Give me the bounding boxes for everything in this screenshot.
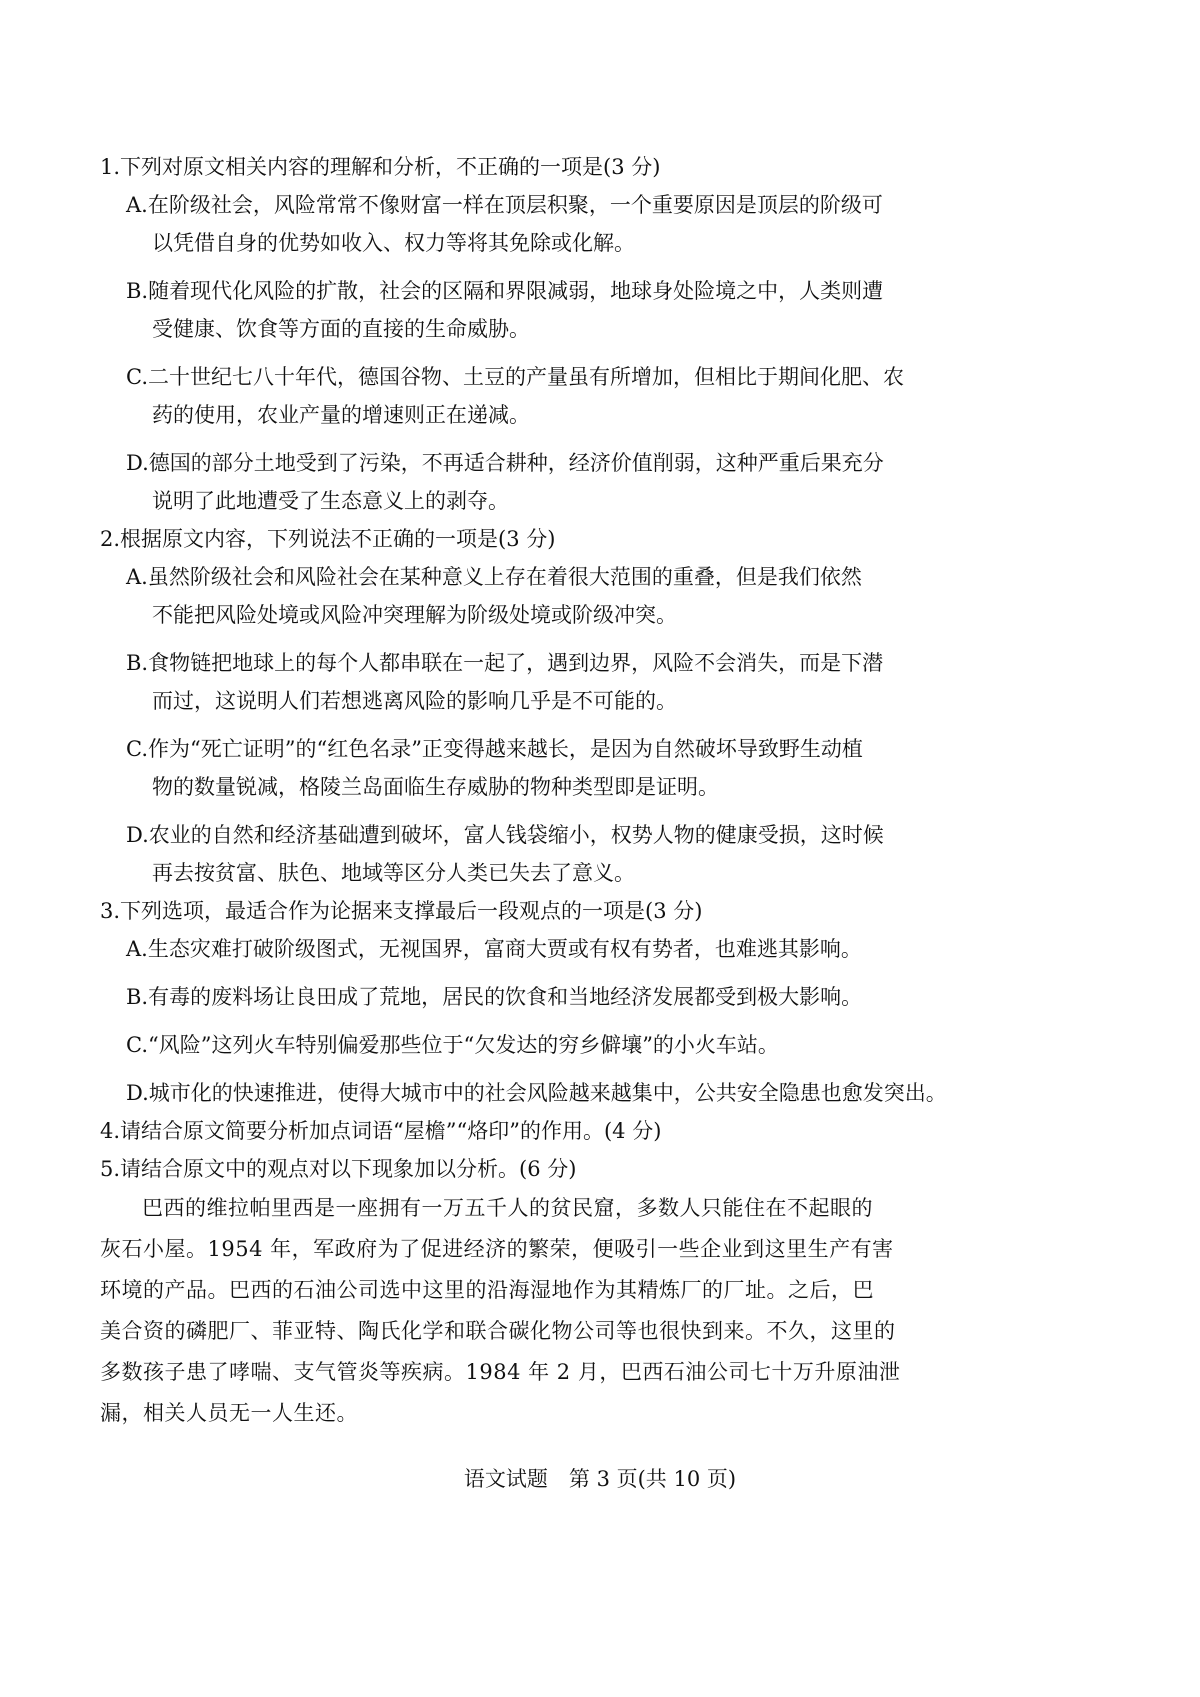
question-2 <box>100 520 1040 892</box>
option-a <box>126 558 1040 634</box>
option-d <box>126 816 1040 892</box>
question-stem: 1.下列对原文相关内容的理解和分析，不正确的一项是(3 分) <box>100 155 661 179</box>
option-text: C.二十世纪七八十年代，德国谷物、土豆的产量虽有所增加，但相比于期间化肥、农 <box>126 365 904 389</box>
option-text-continued: 不能把风险处境或风险冲突理解为阶级处境或阶级冲突。 <box>152 603 677 627</box>
question-stem: 2.根据原文内容，下列说法不正确的一项是(3 分) <box>100 527 556 551</box>
option-text-continued: 以凭借自身的优势如收入、权力等将其免除或化解。 <box>152 231 635 255</box>
option-text-continued: 受健康、饮食等方面的直接的生命威胁。 <box>152 317 530 341</box>
passage-line: 灰石小屋。1954 年，军政府为了促进经济的繁荣，便吸引一些企业到这里生产有害 <box>100 1237 894 1261</box>
page-content <box>100 148 1040 1434</box>
option-c <box>126 1026 1040 1064</box>
passage-line: 环境的产品。巴西的石油公司选中这里的沿海湿地作为其精炼厂的厂址。之后，巴 <box>100 1278 874 1302</box>
option-d <box>126 444 1040 520</box>
option-c <box>126 358 1040 434</box>
option-text-continued: 说明了此地遭受了生态意义上的剥夺。 <box>152 489 509 513</box>
option-a <box>126 186 1040 262</box>
option-b <box>126 978 1040 1016</box>
option-text: B.随着现代化风险的扩散，社会的区隔和界限减弱，地球身处险境之中，人类则遭 <box>126 279 884 303</box>
passage-line: 漏，相关人员无一人生还。 <box>100 1401 358 1425</box>
option-text: D.农业的自然和经济基础遭到破坏，富人钱袋缩小，权势人物的健康受损，这时候 <box>126 823 884 847</box>
passage-line: 巴西的维拉帕里西是一座拥有一万五千人的贫民窟，多数人只能住在不起眼的 <box>142 1196 873 1220</box>
page-footer: 语文试题 第 3 页(共 10 页) <box>463 1467 737 1491</box>
option-text: D.德国的部分土地受到了污染，不再适合耕种，经济价值削弱，这种严重后果充分 <box>126 451 884 475</box>
passage-line: 美合资的磷肥厂、菲亚特、陶氏化学和联合碳化物公司等也很快到来。不久，这里的 <box>100 1319 896 1343</box>
option-b <box>126 272 1040 348</box>
option-text: A.生态灾难打破阶级图式，无视国界，富商大贾或有权有势者，也难逃其影响。 <box>126 937 862 961</box>
option-text: C.作为“死亡证明”的“红色名录”正变得越来越长，是因为自然破坏导致野生动植 <box>126 737 863 761</box>
question-1 <box>100 148 1040 520</box>
option-text-continued: 药的使用，农业产量的增速则正在递减。 <box>152 403 530 427</box>
option-d <box>126 1074 1040 1112</box>
option-text: A.虽然阶级社会和风险社会在某种意义上存在着很大范围的重叠，但是我们依然 <box>126 565 862 589</box>
option-b <box>126 644 1040 720</box>
question-stem: 3.下列选项，最适合作为论据来支撑最后一段观点的一项是(3 分) <box>100 899 703 923</box>
question-4-stem: 4.请结合原文简要分析加点词语“屋檐”“烙印”的作用。(4 分) <box>100 1119 662 1143</box>
option-text: A.在阶级社会，风险常常不像财富一样在顶层积聚，一个重要原因是顶层的阶级可 <box>126 193 883 217</box>
option-c <box>126 730 1040 806</box>
option-text: B.食物链把地球上的每个人都串联在一起了，遇到边界，风险不会消失，而是下潜 <box>126 651 884 675</box>
option-text: C.“风险”这列火车特别偏爱那些位于“欠发达的穷乡僻壤”的小火车站。 <box>126 1033 779 1057</box>
question-3 <box>100 892 1040 1112</box>
passage-line: 多数孩子患了哮喘、支气管炎等疾病。1984 年 2 月，巴西石油公司七十万升原油泄 <box>100 1360 901 1384</box>
material-passage <box>100 1188 1040 1434</box>
option-text: D.城市化的快速推进，使得大城市中的社会风险越来越集中，公共安全隐患也愈发突出。 <box>126 1081 947 1105</box>
option-a <box>126 930 1040 968</box>
option-text-continued: 而过，这说明人们若想逃离风险的影响几乎是不可能的。 <box>152 689 677 713</box>
option-text-continued: 物的数量锐减，格陵兰岛面临生存威胁的物种类型即是证明。 <box>152 775 719 799</box>
option-text-continued: 再去按贫富、肤色、地域等区分人类已失去了意义。 <box>152 861 635 885</box>
question-5-stem: 5.请结合原文中的观点对以下现象加以分析。(6 分) <box>100 1157 577 1181</box>
option-text: B.有毒的废料场让良田成了荒地，居民的饮食和当地经济发展都受到极大影响。 <box>126 985 863 1009</box>
